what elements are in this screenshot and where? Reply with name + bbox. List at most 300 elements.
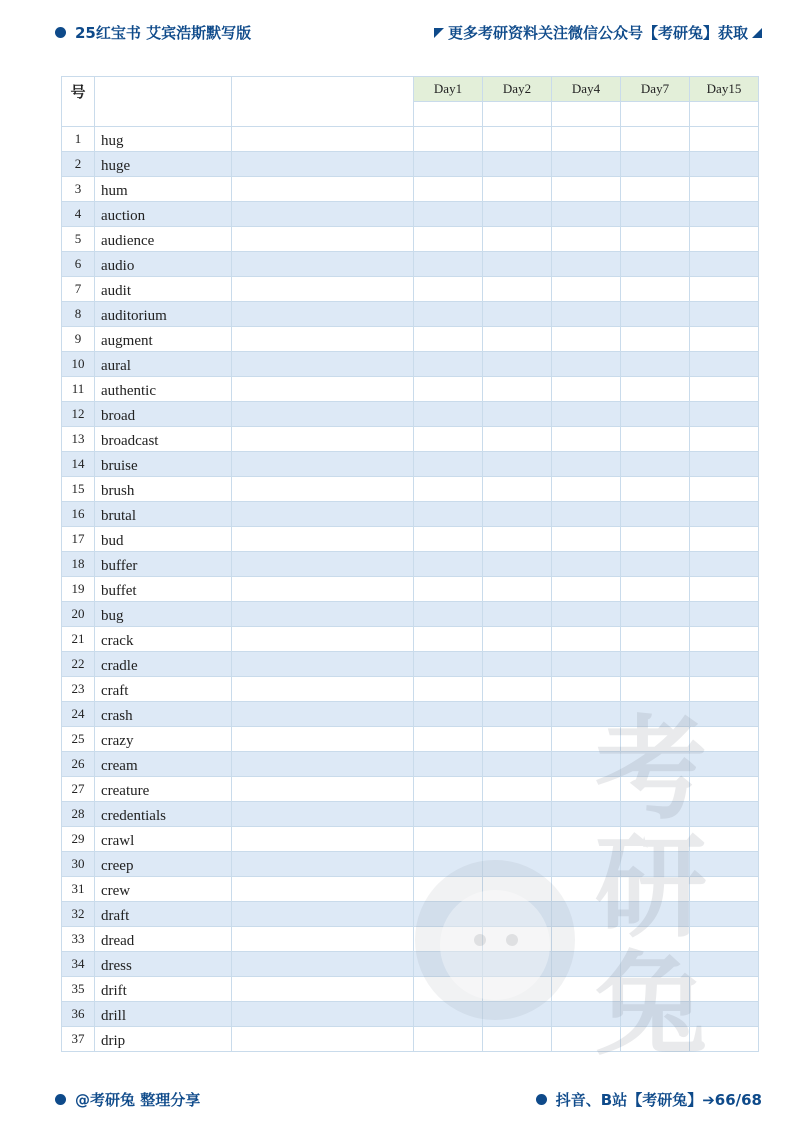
row-number: 24 [62, 702, 95, 727]
meaning-cell [232, 277, 414, 302]
vocab-word: authentic [95, 377, 232, 402]
review-check-cell [690, 952, 759, 977]
review-check-cell [414, 677, 483, 702]
review-check-cell [414, 727, 483, 752]
review-check-cell [621, 952, 690, 977]
review-check-cell [414, 202, 483, 227]
review-check-cell [621, 852, 690, 877]
footer-left [55, 1089, 200, 1110]
table-row [62, 977, 759, 1002]
review-check-cell [483, 552, 552, 577]
header-right [434, 22, 762, 43]
review-check-cell [690, 327, 759, 352]
review-check-cell [690, 352, 759, 377]
table-header-row [62, 77, 759, 102]
vocab-word: audio [95, 252, 232, 277]
review-check-cell [690, 477, 759, 502]
review-check-cell [483, 327, 552, 352]
meaning-cell [232, 227, 414, 252]
table-row [62, 552, 759, 577]
review-check-cell [483, 452, 552, 477]
meaning-cell [232, 577, 414, 602]
review-check-cell [483, 177, 552, 202]
review-check-cell [483, 927, 552, 952]
table-row [62, 752, 759, 777]
row-number: 29 [62, 827, 95, 852]
review-check-cell [621, 827, 690, 852]
review-check-cell [552, 177, 621, 202]
review-check-cell [483, 652, 552, 677]
check-cell [483, 102, 552, 127]
review-check-cell [483, 727, 552, 752]
table-row [62, 227, 759, 252]
review-check-cell [414, 452, 483, 477]
table-row [62, 777, 759, 802]
row-number: 32 [62, 902, 95, 927]
review-check-cell [621, 727, 690, 752]
review-check-cell [414, 1002, 483, 1027]
table-row [62, 1002, 759, 1027]
review-check-cell [690, 227, 759, 252]
review-check-cell [414, 402, 483, 427]
row-number: 9 [62, 327, 95, 352]
vocab-word: bruise [95, 452, 232, 477]
review-check-cell [621, 152, 690, 177]
row-number: 22 [62, 652, 95, 677]
vocab-word: creature [95, 777, 232, 802]
table-row [62, 1027, 759, 1052]
review-check-cell [483, 427, 552, 452]
review-check-cell [690, 602, 759, 627]
vocab-word: buffer [95, 552, 232, 577]
review-check-cell [621, 177, 690, 202]
review-check-cell [483, 352, 552, 377]
table-row [62, 727, 759, 752]
review-check-cell [552, 427, 621, 452]
review-check-cell [621, 427, 690, 452]
table-row [62, 702, 759, 727]
row-number: 36 [62, 1002, 95, 1027]
meaning-column-header [232, 77, 414, 127]
vocabulary-table [61, 76, 759, 1052]
review-check-cell [621, 277, 690, 302]
review-check-cell [483, 702, 552, 727]
review-check-cell [414, 302, 483, 327]
row-number: 13 [62, 427, 95, 452]
review-check-cell [483, 277, 552, 302]
watermark-char: 研 [595, 822, 707, 953]
review-check-cell [690, 927, 759, 952]
review-check-cell [690, 977, 759, 1002]
meaning-cell [232, 652, 414, 677]
vocab-word: craft [95, 677, 232, 702]
review-check-cell [414, 827, 483, 852]
review-check-cell [621, 752, 690, 777]
vocab-word: crash [95, 702, 232, 727]
meaning-cell [232, 777, 414, 802]
table-row [62, 877, 759, 902]
meaning-cell [232, 127, 414, 152]
review-check-cell [552, 352, 621, 377]
review-check-cell [690, 302, 759, 327]
table-row [62, 802, 759, 827]
vocab-word: auditorium [95, 302, 232, 327]
meaning-cell [232, 677, 414, 702]
review-check-cell [414, 752, 483, 777]
meaning-cell [232, 352, 414, 377]
row-number: 12 [62, 402, 95, 427]
review-check-cell [621, 252, 690, 277]
row-number: 30 [62, 852, 95, 877]
review-check-cell [552, 1002, 621, 1027]
check-cell [414, 102, 483, 127]
table-row [62, 277, 759, 302]
vocab-word: audience [95, 227, 232, 252]
day-header: Day15 [690, 77, 759, 102]
review-check-cell [483, 377, 552, 402]
review-check-cell [690, 777, 759, 802]
row-number: 33 [62, 927, 95, 952]
review-check-cell [690, 877, 759, 902]
review-check-cell [552, 202, 621, 227]
review-check-cell [552, 602, 621, 627]
number-column-header: 号 [62, 77, 95, 127]
review-check-cell [690, 377, 759, 402]
word-column-header [95, 77, 232, 127]
review-check-cell [552, 252, 621, 277]
review-check-cell [552, 902, 621, 927]
table-row [62, 402, 759, 427]
review-check-cell [483, 877, 552, 902]
review-check-cell [414, 227, 483, 252]
corner-triangle-icon [434, 28, 444, 38]
row-number: 19 [62, 577, 95, 602]
meaning-cell [232, 627, 414, 652]
table-row [62, 177, 759, 202]
review-check-cell [690, 727, 759, 752]
row-number: 7 [62, 277, 95, 302]
review-check-cell [621, 702, 690, 727]
meaning-cell [232, 252, 414, 277]
meaning-cell [232, 377, 414, 402]
day-header: Day4 [552, 77, 621, 102]
review-check-cell [552, 802, 621, 827]
table-row [62, 602, 759, 627]
vocab-word: dread [95, 927, 232, 952]
review-check-cell [621, 977, 690, 1002]
row-number: 5 [62, 227, 95, 252]
meaning-cell [232, 1027, 414, 1052]
review-check-cell [690, 677, 759, 702]
row-number: 31 [62, 877, 95, 902]
review-check-cell [483, 777, 552, 802]
review-check-cell [483, 602, 552, 627]
review-check-cell [483, 302, 552, 327]
table-row [62, 952, 759, 977]
review-check-cell [414, 502, 483, 527]
review-check-cell [414, 327, 483, 352]
review-check-cell [690, 852, 759, 877]
review-check-cell [414, 277, 483, 302]
table-row [62, 202, 759, 227]
review-check-cell [483, 577, 552, 602]
review-check-cell [690, 827, 759, 852]
review-check-cell [483, 902, 552, 927]
review-check-cell [414, 927, 483, 952]
vocab-word: audit [95, 277, 232, 302]
meaning-cell [232, 452, 414, 477]
review-check-cell [690, 127, 759, 152]
review-check-cell [483, 852, 552, 877]
meaning-cell [232, 727, 414, 752]
meaning-cell [232, 927, 414, 952]
document-title: 25红宝书 艾宾浩斯默写版 [75, 24, 252, 42]
table-row [62, 252, 759, 277]
table-row [62, 427, 759, 452]
vocab-word: cradle [95, 652, 232, 677]
row-number: 1 [62, 127, 95, 152]
review-check-cell [690, 1027, 759, 1052]
review-check-cell [552, 277, 621, 302]
meaning-cell [232, 302, 414, 327]
bullet-dot-icon [55, 27, 66, 38]
review-check-cell [621, 327, 690, 352]
day-header: Day1 [414, 77, 483, 102]
vocab-word: cream [95, 752, 232, 777]
review-check-cell [690, 502, 759, 527]
review-check-cell [552, 1027, 621, 1052]
check-cell [552, 102, 621, 127]
page-header [55, 22, 762, 43]
review-check-cell [621, 802, 690, 827]
table-row [62, 577, 759, 602]
vocab-word: brush [95, 477, 232, 502]
vocab-word: hug [95, 127, 232, 152]
review-check-cell [621, 477, 690, 502]
review-check-cell [621, 352, 690, 377]
row-number: 8 [62, 302, 95, 327]
review-check-cell [552, 302, 621, 327]
meaning-cell [232, 952, 414, 977]
review-check-cell [621, 577, 690, 602]
row-number: 35 [62, 977, 95, 1002]
review-check-cell [483, 227, 552, 252]
vocab-word: crack [95, 627, 232, 652]
review-check-cell [414, 602, 483, 627]
review-check-cell [552, 977, 621, 1002]
review-check-cell [483, 502, 552, 527]
corner-triangle-icon [752, 28, 762, 38]
review-check-cell [552, 777, 621, 802]
table-row [62, 652, 759, 677]
review-check-cell [690, 752, 759, 777]
review-check-cell [552, 952, 621, 977]
review-check-cell [483, 402, 552, 427]
row-number: 15 [62, 477, 95, 502]
review-check-cell [414, 577, 483, 602]
meaning-cell [232, 602, 414, 627]
row-number: 3 [62, 177, 95, 202]
table-row [62, 327, 759, 352]
review-check-cell [483, 1027, 552, 1052]
review-check-cell [552, 852, 621, 877]
meaning-cell [232, 552, 414, 577]
review-check-cell [483, 677, 552, 702]
meaning-cell [232, 477, 414, 502]
review-check-cell [621, 1002, 690, 1027]
header-promo-text: 更多考研资料关注微信公众号【考研兔】获取 [447, 24, 748, 42]
review-check-cell [690, 702, 759, 727]
meaning-cell [232, 527, 414, 552]
meaning-cell [232, 402, 414, 427]
review-check-cell [621, 552, 690, 577]
vocab-word: broadcast [95, 427, 232, 452]
meaning-cell [232, 752, 414, 777]
vocab-word: crew [95, 877, 232, 902]
row-number: 10 [62, 352, 95, 377]
table-row [62, 452, 759, 477]
review-check-cell [414, 427, 483, 452]
review-check-cell [621, 452, 690, 477]
check-cell [690, 102, 759, 127]
review-check-cell [414, 552, 483, 577]
vocab-word: drip [95, 1027, 232, 1052]
vocab-word: dress [95, 952, 232, 977]
review-check-cell [690, 427, 759, 452]
review-check-cell [552, 727, 621, 752]
review-check-cell [552, 677, 621, 702]
row-number: 14 [62, 452, 95, 477]
review-check-cell [621, 877, 690, 902]
review-check-cell [621, 927, 690, 952]
review-check-cell [690, 577, 759, 602]
review-check-cell [621, 302, 690, 327]
day-header: Day2 [483, 77, 552, 102]
bullet-dot-icon [536, 1094, 547, 1105]
vocab-word: drift [95, 977, 232, 1002]
review-check-cell [414, 852, 483, 877]
review-check-cell [621, 777, 690, 802]
review-check-cell [414, 802, 483, 827]
vocab-word: credentials [95, 802, 232, 827]
review-check-cell [621, 402, 690, 427]
review-check-cell [414, 952, 483, 977]
review-check-cell [552, 127, 621, 152]
review-check-cell [552, 552, 621, 577]
row-number: 16 [62, 502, 95, 527]
review-check-cell [414, 977, 483, 1002]
meaning-cell [232, 327, 414, 352]
review-check-cell [552, 827, 621, 852]
review-check-cell [483, 252, 552, 277]
review-check-cell [552, 502, 621, 527]
vocab-word: buffet [95, 577, 232, 602]
table-row [62, 677, 759, 702]
meaning-cell [232, 902, 414, 927]
table-row [62, 627, 759, 652]
vocab-word: hum [95, 177, 232, 202]
table-row [62, 352, 759, 377]
review-check-cell [621, 1027, 690, 1052]
row-number: 6 [62, 252, 95, 277]
review-check-cell [483, 952, 552, 977]
check-cell [621, 102, 690, 127]
review-check-cell [414, 627, 483, 652]
review-check-cell [414, 177, 483, 202]
table-row [62, 152, 759, 177]
vocab-word: crazy [95, 727, 232, 752]
review-check-cell [552, 152, 621, 177]
review-check-cell [621, 602, 690, 627]
vocab-word: bug [95, 602, 232, 627]
row-number: 37 [62, 1027, 95, 1052]
review-check-cell [690, 1002, 759, 1027]
review-check-cell [552, 452, 621, 477]
review-check-cell [690, 552, 759, 577]
vocab-word: drill [95, 1002, 232, 1027]
row-number: 23 [62, 677, 95, 702]
review-check-cell [552, 927, 621, 952]
row-number: 2 [62, 152, 95, 177]
vocab-word: brutal [95, 502, 232, 527]
review-check-cell [552, 652, 621, 677]
review-check-cell [552, 702, 621, 727]
footer-credit-text: @考研兔 整理分享 [75, 1091, 201, 1109]
review-check-cell [690, 402, 759, 427]
review-check-cell [414, 902, 483, 927]
review-check-cell [483, 527, 552, 552]
review-check-cell [414, 652, 483, 677]
review-check-cell [552, 227, 621, 252]
meaning-cell [232, 702, 414, 727]
vocab-word: draft [95, 902, 232, 927]
meaning-cell [232, 502, 414, 527]
review-check-cell [552, 577, 621, 602]
review-check-cell [552, 327, 621, 352]
meaning-cell [232, 427, 414, 452]
footer-page-info: 抖音、B站【考研兔】➔66/68 [555, 1091, 762, 1109]
review-check-cell [621, 127, 690, 152]
review-check-cell [690, 652, 759, 677]
review-check-cell [483, 202, 552, 227]
meaning-cell [232, 202, 414, 227]
review-check-cell [621, 502, 690, 527]
meaning-cell [232, 1002, 414, 1027]
vocab-word: augment [95, 327, 232, 352]
table-row [62, 502, 759, 527]
review-check-cell [483, 827, 552, 852]
review-check-cell [552, 752, 621, 777]
header-left [55, 22, 251, 43]
row-number: 25 [62, 727, 95, 752]
day-header: Day7 [621, 77, 690, 102]
review-check-cell [552, 877, 621, 902]
review-check-cell [690, 902, 759, 927]
review-check-cell [552, 377, 621, 402]
review-check-cell [483, 1002, 552, 1027]
table-row [62, 827, 759, 852]
row-number: 34 [62, 952, 95, 977]
row-number: 4 [62, 202, 95, 227]
table-row [62, 527, 759, 552]
vocabulary-table-body [62, 77, 759, 1052]
review-check-cell [690, 177, 759, 202]
review-check-cell [414, 527, 483, 552]
vocab-word: auction [95, 202, 232, 227]
footer-right [536, 1089, 762, 1110]
meaning-cell [232, 852, 414, 877]
review-check-cell [414, 252, 483, 277]
